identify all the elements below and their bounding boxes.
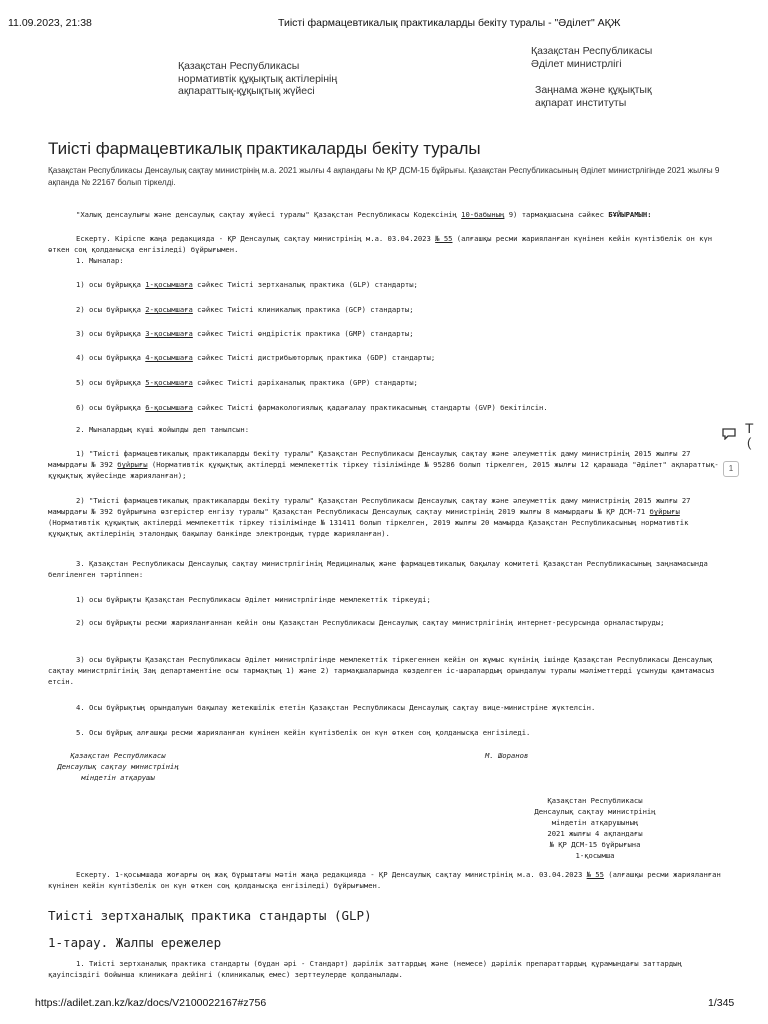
paragraph-text: (Нормативтік құқықтық актілерді мемлекеттік тіркеу тізілімінде № 95286 болып тіркелген, 2015 жылғы 12 қарашада "Әділет" ақпараттық-құқықтық жүйесінде жарияланған); (48, 460, 719, 480)
document-title: Тиісті фармацевтикалық практикаларды бекіту туралы (48, 139, 481, 158)
paragraph-2-1 (48, 448, 724, 481)
note-text: Ескерту. Кіріспе жаңа редакцияда - ҚР Денсаулық сақтау министрінің м.а. 03.04.2023 (76, 234, 436, 243)
note-text: (алғашқы ресми жарияланған күнінен кейін күнтізбелік он күн өткен соң қолданысқа енгізіледі) бұйрығымен. (48, 234, 713, 254)
appendix-link[interactable]: 2-қосымшаға (145, 305, 193, 314)
list-item-text: 4) осы бұйрыққа (76, 353, 146, 362)
paragraph-3-1: 1) осы бұйрықты Қазақстан Республикасы Әділет министрлігінде мемлекеттік тіркеуді; (76, 595, 431, 604)
note-text: Ескерту. 1-қосымшада жоғарғы оң жақ бұрыштағы мәтін жаңа редакцияда - ҚР Денсаулық сақтау министрінің м.а. 03.04.2023 (76, 870, 587, 879)
preamble (76, 209, 726, 220)
list-item-text: 6) осы бұйрыққа (76, 403, 146, 412)
appendix-link[interactable]: 1-қосымшаға (145, 280, 193, 289)
list-item-text: сәйкес Тиісті зертханалық практика (GLP) стандарты; (192, 280, 418, 289)
list-item-text: 2) осы бұйрыққа (76, 305, 146, 314)
list-item (76, 402, 548, 413)
list-item-text: сәйкес Тиісті дистрибьюторлық практика (GDP) стандарты; (192, 353, 436, 362)
note-text: (алғашқы ресми жарияланған күнінен кейін күнтізбелік он күн өткен соң қолданысқа енгізіледі) бұйрығымен. (48, 870, 721, 890)
list-item (76, 352, 435, 363)
site-header-right-line: Заңнама және құқықтық (535, 84, 652, 96)
site-header-right-line: ақпарат институты (535, 96, 627, 109)
order-link[interactable]: № 55 (586, 870, 604, 879)
list-item-text: сәйкес Тиісті клиникалық практика (GCP) стандарты; (192, 305, 414, 314)
chat-icon[interactable] (722, 427, 736, 445)
paragraph-3-2: 2) осы бұйрықты ресми жарияланғаннан кейін оны Қазақстан Республикасы Денсаулық сақтау министрлігінің интернет-ресурсында орналастыруды; (76, 618, 665, 627)
site-header-right-line: Әділет министрлігі (531, 57, 622, 70)
paragraph-1: 1. Мыналар: (76, 256, 124, 265)
paragraph-2-2 (48, 495, 724, 539)
note-2 (48, 869, 724, 891)
list-item (76, 304, 414, 315)
side-badge[interactable]: 1 (723, 461, 739, 477)
site-header-left (178, 60, 337, 98)
site-header-left-line: ақпараттық-құқықтық жүйесі (178, 85, 315, 97)
side-panel-glyph: ( (747, 435, 752, 450)
list-item (76, 377, 418, 388)
appendix-link[interactable]: 6-қосымшаға (145, 403, 193, 412)
article-link[interactable]: 10-бабының (461, 210, 505, 219)
paragraph-text: 1) "Тиісті фармацевтикалық практикаларды бекіту туралы" Қазақстан Республикасы Денсаулық сақтау және әлеуметтік даму министрінің 2015 жылғы 27 мамырдағы № 392 (48, 449, 691, 469)
list-item-text: 3) осы бұйрыққа (76, 329, 146, 338)
signature-position (48, 750, 188, 783)
paragraph-text: (Нормативтік құқықтық актілерді мемлекеттік тіркеу тізілімінде № 131411 болып тіркелген, 2019 жылғы 20 мамырда Қазақстан Республикасының нормативтік құқықтық актілерінің эталондық бақылау банкінде электрондық түрде жарияланған). (48, 518, 689, 538)
list-item-text: 1) осы бұйрыққа (76, 280, 146, 289)
paragraph-text: 2) "Тиісті фармацевтикалық практикаларды бекіту туралы" Қазақстан Республикасы Денсаулық сақтау және әлеуметтік даму министрінің 2015 жылғы 27 мамырдағы № 392 бұйрығына өзгерістер енгізу туралы" Қазақстан Республикасы Денсаулық сақтау министрінің 2019 жылғы 8 мамырдағы № ҚР ДСМ-71 (48, 496, 691, 516)
order-link[interactable]: № 55 (435, 234, 453, 243)
chapter-paragraph-1: 1. Тиісті зертханалық практика стандарты (бұдан әрі - Стандарт) дәрілік заттардың және (немесе) дәрілік препараттардың құрамындағы заттардың қауіпсіздігі бойынша клиникаға дейінгі (клиникалық емес) зерттеулерде қолданылады. (48, 959, 682, 979)
paragraph-3-3: 3) осы бұйрықты Қазақстан Республикасы Әділет министрлігінде мемлекеттік тіркегеннен кейін он жұмыс күнінің ішінде Қазақстан Республикасы Денсаулық сақтау министрлігінің Заң департаментіне осы тармақтың 1) және 2) тармақшаларында көзделген іс-шаралардың орындалуы туралы мәліметтерді ұсынуды қамтамасыз етсін. (48, 655, 715, 686)
signature-line: Қазақстан Республикасы (70, 751, 166, 760)
print-timestamp: 11.09.2023, 21:38 (8, 17, 92, 29)
preamble-text: 9) тармақшасына сәйкес (504, 210, 609, 219)
signature-name: М. Шоранов (485, 751, 529, 760)
paragraph-2: 2. Мыналардың күші жойылды деп танылсын: (76, 425, 250, 434)
order-keyword: БҰЙЫРАМЫН: (608, 210, 652, 219)
chapter-title: 1-тарау. Жалпы ережелер (48, 935, 222, 950)
appendix-line: Денсаулық сақтау министрінің (534, 807, 656, 816)
print-url: https://adilet.zan.kz/kaz/docs/V2100022167#z756 (35, 997, 267, 1009)
list-item-text: сәйкес Тиісті фармакологиялық қадағалау практикасының стандарты (GVP) бекітілсін. (192, 403, 548, 412)
list-item-text: сәйкес Тиісті дәріханалық практика (GPP) стандарты; (192, 378, 418, 387)
appendix-line: Қазақстан Республикасы (547, 796, 643, 805)
paragraph-4: 4. Осы бұйрықтың орындалуын бақылау жетекшілік ететін Қазақстан Республикасы Денсаулық сақтау вице-министріне жүктелсін. (76, 703, 596, 712)
appendix-link[interactable]: 4-қосымшаға (145, 353, 193, 362)
site-header-left-line: нормативтік құқықтық актілерінің (178, 72, 338, 85)
preamble-text: "Халық денсаулығы және денсаулық сақтау жүйесі туралы" Қазақстан Республикасы Кодексінің (76, 210, 462, 219)
print-page-title: Тиісті фармацевтикалық практикаларды бекіту туралы - "Әділет" АҚЖ (278, 17, 621, 29)
order-link[interactable]: бұйрығы (117, 460, 148, 469)
signature-line: Денсаулық сақтау министрінің (57, 762, 179, 771)
list-item (76, 279, 418, 290)
appendix-link[interactable]: 5-қосымшаға (145, 378, 193, 387)
document-subtitle: Қазақстан Республикасы Денсаулық сақтау министрінің м.а. 2021 жылғы 4 ақпандағы № ҚР ДСМ-15 бұйрығы. Қазақстан Республикасының Әділет министрлігінде 2021 жылғы 9 ақпанда № 22167 болып тіркелді. (48, 166, 720, 187)
note-1 (48, 233, 724, 255)
list-item-text: сәйкес Тиісті өндірістік практика (GMP) стандарты; (192, 329, 414, 338)
appendix-line: міндетін атқарушының (551, 818, 639, 827)
site-header-right-bottom (535, 84, 652, 109)
paragraph-3: 3. Қазақстан Республикасы Денсаулық сақтау министрлігінің Медициналық және фармацевтикалық бақылау комитеті Қазақстан Республикасының заңнамасында белгіленген тәртіппен: (48, 559, 708, 579)
paragraph-5: 5. Осы бұйрық алғашқы ресми жарияланған күнінен кейін күнтізбелік он күн өткен соң қолданысқа енгізіледі. (76, 728, 531, 737)
site-header-right-top (531, 45, 652, 70)
appendix-header (520, 795, 670, 861)
signature-line: міндетін атқарушы (81, 773, 155, 782)
appendix-line: 1-қосымша (575, 851, 615, 860)
side-panel-glyph: Т (745, 420, 754, 436)
appendix-link[interactable]: 3-қосымшаға (145, 329, 193, 338)
appendix-line: № ҚР ДСМ-15 бұйрығына (549, 840, 641, 849)
list-item-text: 5) осы бұйрыққа (76, 378, 146, 387)
site-header-right-line: Қазақстан Республикасы (531, 45, 653, 57)
list-item (76, 328, 414, 339)
order-link[interactable]: бұйрығы (649, 507, 680, 516)
site-header-left-line: Қазақстан Республикасы (178, 60, 300, 72)
appendix-line: 2021 жылғы 4 ақпандағы (547, 829, 643, 838)
print-page-counter: 1/345 (708, 997, 735, 1009)
section-title: Тиісті зертханалық практика стандарты (GLP) (48, 908, 372, 923)
